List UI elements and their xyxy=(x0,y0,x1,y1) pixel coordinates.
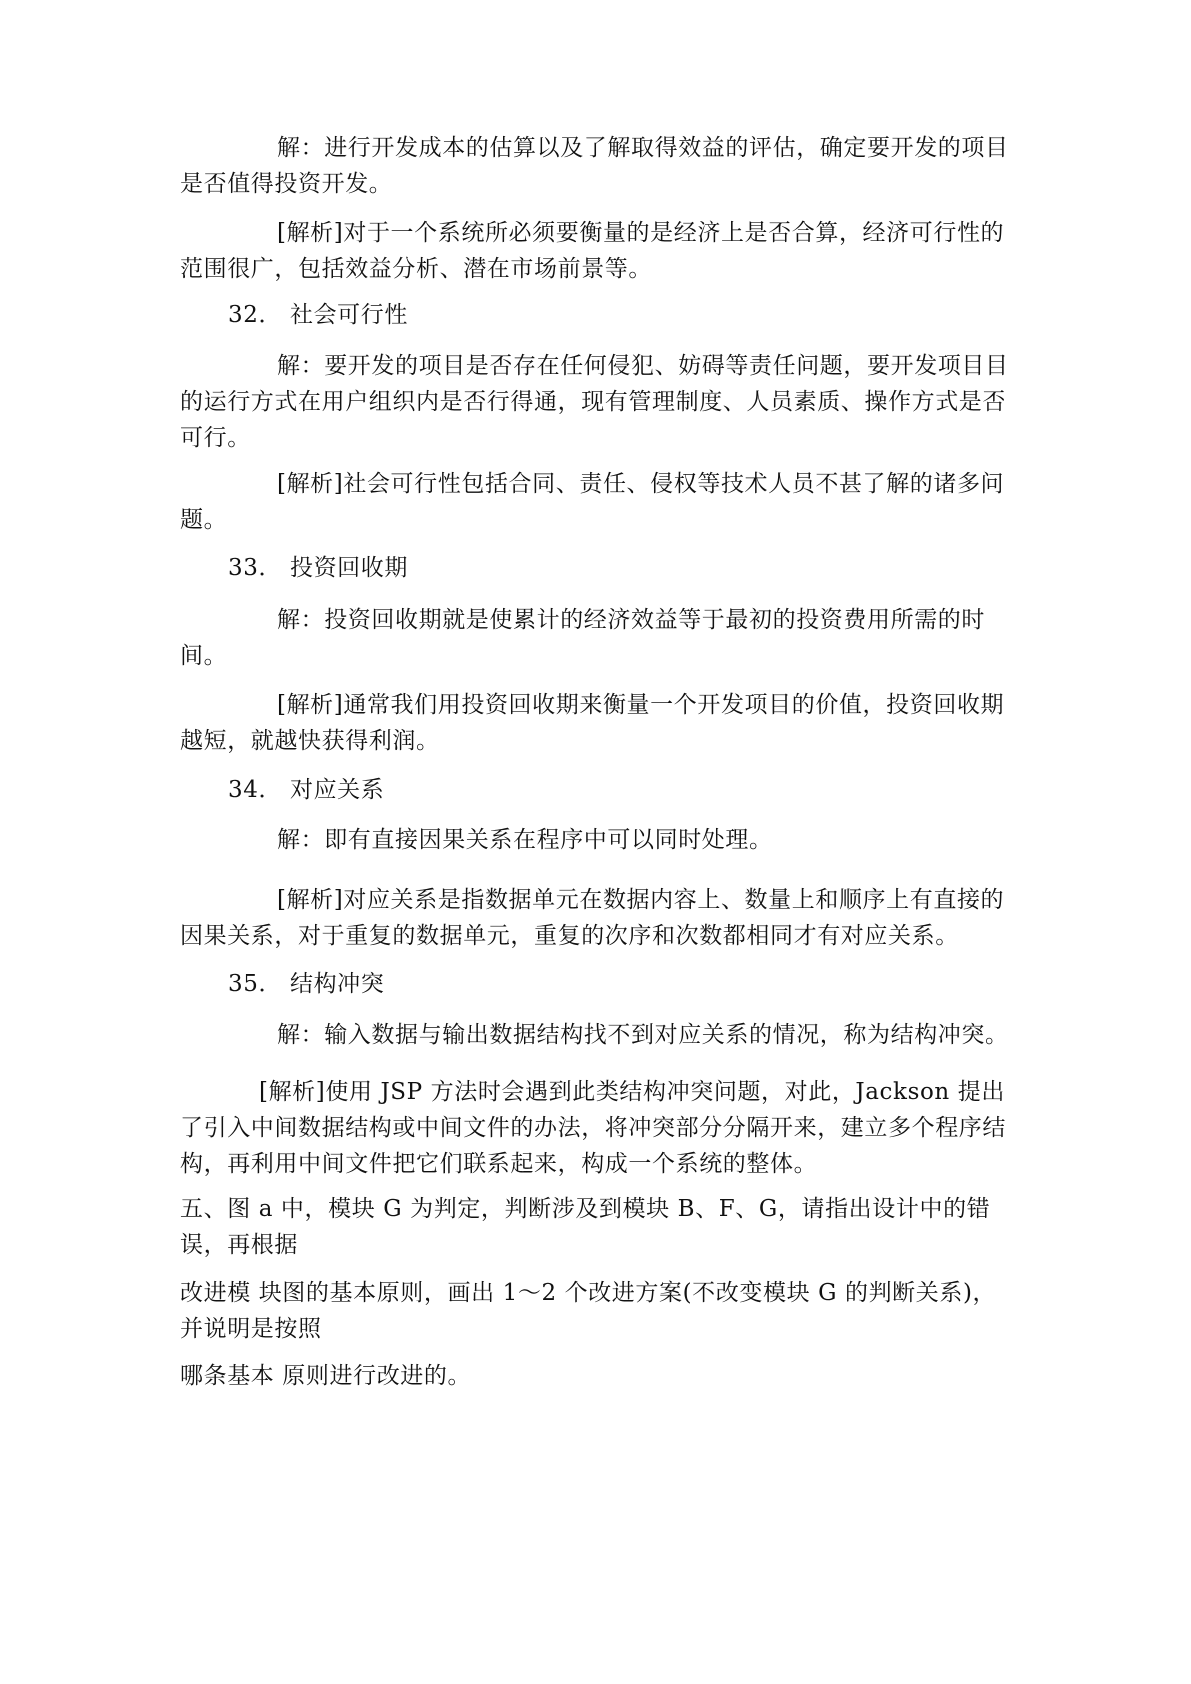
analysis-paragraph-35: [解析]使用 JSP 方法时会遇到此类结构冲突问题，对此，Jackson 提出了引入中间数据结构或中间文件的办法，将冲突部分分隔开来，建立多个程序结构，再利用中间文件把它们联系起来，构成一个系统的整体。 xyxy=(180,1079,1006,1177)
answer-paragraph-31: 解：进行开发成本的估算以及了解取得效益的评估，确定要开发的项目是否值得投资开发。 xyxy=(180,135,1009,197)
section-heading-35: 35． 结构冲突 xyxy=(228,971,385,997)
question-five-line-1: 五、图 a 中，模块 G 为判定，判断涉及到模块 B、F、G，请指出设计中的错误，再根据 xyxy=(180,1196,991,1258)
section-heading-34: 34． 对应关系 xyxy=(228,777,385,803)
answer-paragraph-35: 解：输入数据与输出数据结构找不到对应关系的情况，称为结构冲突。 xyxy=(277,1022,1009,1048)
section-heading-33: 33． 投资回收期 xyxy=(228,555,408,581)
question-five-line-2: 改进模 块图的基本原则，画出 1～2 个改进方案(不改变模块 G 的判断关系)，并说明是按照 xyxy=(180,1280,997,1342)
analysis-paragraph-32: [解析]社会可行性包括合同、责任、侵权等技术人员不甚了解的诸多问题。 xyxy=(180,471,1005,533)
question-five-line-3: 哪条基本 原则进行改进的。 xyxy=(180,1363,472,1389)
answer-paragraph-33: 解：投资回收期就是使累计的经济效益等于最初的投资费用所需的时间。 xyxy=(180,607,985,669)
analysis-paragraph-34: [解析]对应关系是指数据单元在数据内容上、数量上和顺序上有直接的因果关系，对于重复的数据单元，重复的次序和次数都相同才有对应关系。 xyxy=(180,887,1005,949)
answer-paragraph-34: 解：即有直接因果关系在程序中可以同时处理。 xyxy=(277,827,773,853)
answer-paragraph-32: 解：要开发的项目是否存在任何侵犯、妨碍等责任问题，要开发项目目的运行方式在用户组织内是否行得通，现有管理制度、人员素质、操作方式是否可行。 xyxy=(180,353,1009,451)
analysis-paragraph-31: [解析]对于一个系统所必须要衡量的是经济上是否合算，经济可行性的范围很广，包括效益分析、潜在市场前景等。 xyxy=(180,220,1005,282)
section-heading-32: 32． 社会可行性 xyxy=(228,302,408,328)
analysis-paragraph-33: [解析]通常我们用投资回收期来衡量一个开发项目的价值，投资回收期越短，就越快获得利润。 xyxy=(180,692,1005,754)
